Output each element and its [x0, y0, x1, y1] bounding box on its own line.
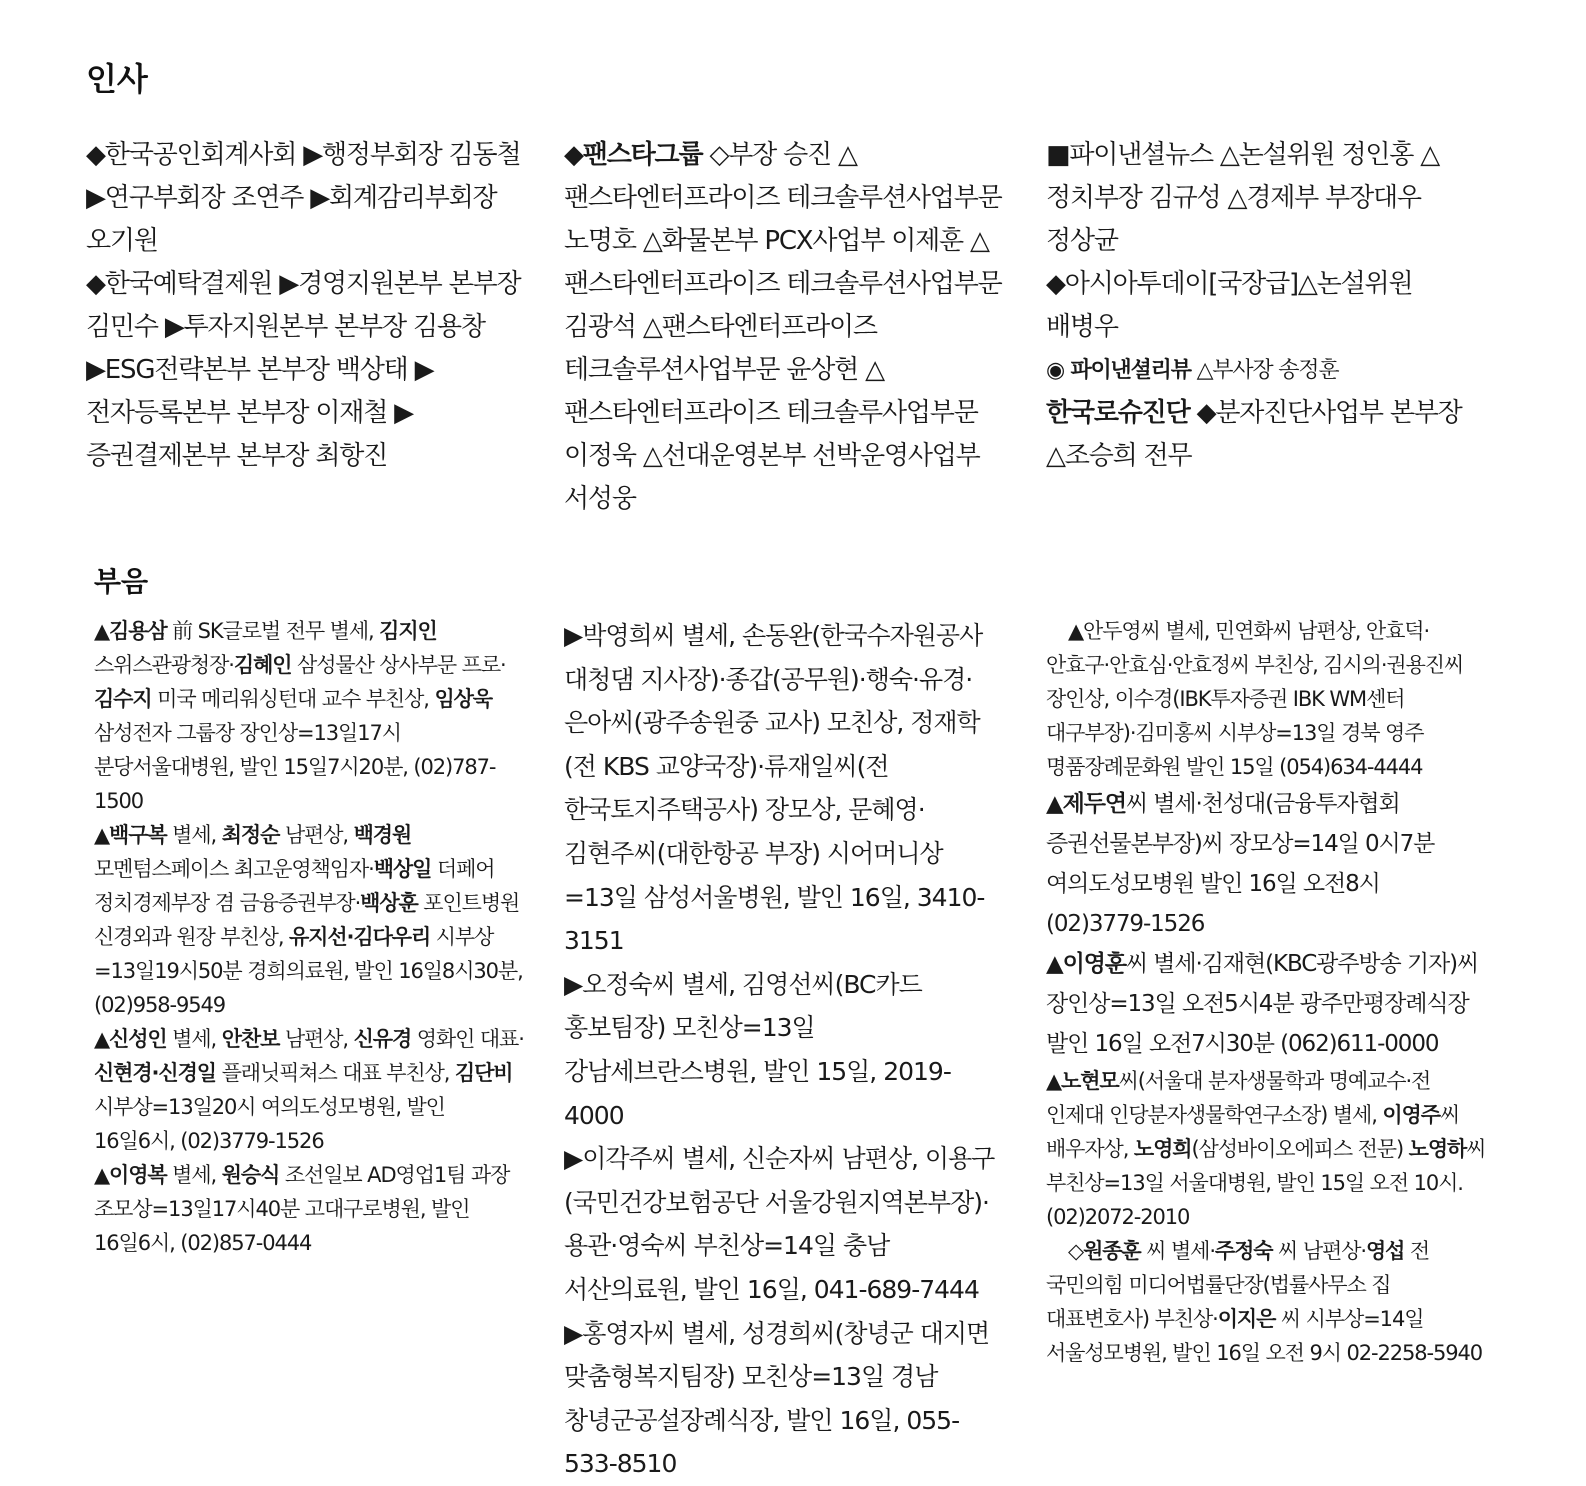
entry-text: 씨 별세·	[1140, 1239, 1215, 1263]
insa-column-2	[564, 134, 1004, 521]
insa-section-title: 인사	[86, 60, 148, 98]
obituary-entry	[94, 1022, 530, 1158]
person-name: 임상욱	[434, 687, 492, 711]
entry-text: 삼성물산 상사부문 프로·	[291, 653, 506, 677]
entry-text: 시부상=13일19시50분 경희의료원, 발인 16일8시30분, (02)958-9549	[94, 925, 523, 1017]
org-name: 한국로슈진단	[1046, 398, 1190, 428]
person-name: 김혜인	[233, 653, 292, 677]
person-name: 이지은	[1217, 1307, 1276, 1331]
entry-text: 모멘텀스페이스 최고운영책임자·	[94, 857, 374, 881]
entry-text: 씨(서울대 분자생물학과 명예교수·전 인제대 인당분자생물학연구소장) 별세,	[1046, 1069, 1431, 1127]
entry-text: 스위스관광청장·	[94, 653, 234, 677]
person-name: 백경원	[353, 823, 412, 847]
obituary-entry	[94, 1158, 530, 1260]
person-name: 노영하	[1408, 1137, 1467, 1161]
entry-text: 씨 배우자상,	[1046, 1103, 1460, 1161]
deceased-name: ▲이영훈	[1046, 951, 1126, 977]
entry-text: △부사장 송정훈	[1190, 358, 1339, 383]
person-name: 김지인	[379, 619, 437, 643]
person-name: 김수지	[94, 687, 152, 711]
entry-text: (삼성바이오에피스 전문)	[1191, 1137, 1409, 1161]
entry-text: 前 SK글로벌 전무 별세,	[166, 619, 380, 643]
bueum-column-3	[1046, 614, 1486, 1370]
org-name: ◆팬스타그룹	[564, 140, 703, 170]
person-name: 안찬보	[221, 1027, 280, 1051]
person-name: 최정순	[221, 823, 280, 847]
insa-entry-roche	[1046, 392, 1486, 478]
obituary-entry: ▶이각주씨 별세, 신순자씨 남편상, 이용구(국민건강보험공단 서울강원지역본부장)·용관·영숙씨 부친상=14일 충남 서산의료원, 발인 16일, 041-689-7444	[564, 1144, 995, 1304]
entry-text: 더페어 정치경제부장 겸 금융증권부장·	[94, 857, 495, 915]
entry-text: 남편상,	[279, 1027, 354, 1051]
entry-text: 씨 시부상=14일 서울성모병원, 발인 16일 오전 9시 02-2258-5940	[1046, 1307, 1483, 1365]
person-name: ▲김용삼	[94, 619, 167, 643]
obituary-entry: ▶박영희씨 별세, 손동완(한국수자원공사 대청댐 지사장)·종갑(공무원)·행숙·유경·은아씨(광주송원중 교사) 모친상, 정재학(전 KBS 교양국장)·류재일씨(전 한국토지주택공사) 장모상, 문혜영·김현주씨(대한항공 부장) 시어머니상=13일 삼성서울병원, 발인 16일, 3410-3151	[564, 621, 985, 956]
entry-text: 씨 별세·김재현(KBC광주방송 기자)씨 장인상=13일 오전5시4분 광주만평장례식장 발인 16일 오전7시30분 (062)611-0000	[1046, 951, 1479, 1057]
person-name: 유지선·김다우리	[288, 925, 431, 949]
entry-text: 영화인 대표·	[411, 1027, 524, 1051]
person-name: 백상훈	[360, 891, 418, 915]
entry-text: 남편상,	[279, 823, 354, 847]
person-name: 이영주	[1382, 1103, 1440, 1127]
obituary-entry: ▶홍영자씨 별세, 성경희씨(창녕군 대지면 맞춤형복지팀장) 모친상=13일 경남 창녕군공설장례식장, 발인 16일, 055-533-8510	[564, 1318, 990, 1479]
entry-text: 별세,	[166, 1027, 222, 1051]
entry-text: ◇부장 승진 △팬스타엔터프라이즈 테크솔루션사업부문 노명호 △화물본부 PCX사업부 이제훈 △팬스타엔터프라이즈 테크솔루션사업부문 김광석 △팬스타엔터프라이즈 테크솔루션사업부문 윤상현 △팬스타엔터프라이즈 테크솔루사업부문 이정욱 △선대운영본부 선박운영사업부 서성웅	[564, 140, 1002, 514]
obituary-entry: ▶오정숙씨 별세, 김영선씨(BC카드 홍보팀장) 모친상=13일 강남세브란스병원, 발인 15일, 2019-4000	[564, 969, 951, 1130]
insa-entry-asiatoday: ◆아시아투데이[국장급]△논설위원 배병우	[1046, 269, 1413, 342]
bueum-section-title: 부음	[94, 565, 149, 598]
entry-text: 씨 별세·천성대(금융투자협회 증권선물본부장)씨 장모상=14일 0시7분 여의도성모병원 발인 16일 오전8시 (02)3779-1526	[1046, 791, 1435, 937]
org-name: ◉ 파이낸셜리뷰	[1046, 358, 1191, 383]
bueum-column-1	[94, 614, 530, 1260]
deceased-name: ▲제두연	[1046, 791, 1126, 817]
entry-text: ◇	[1068, 1239, 1084, 1263]
obituary-entry	[1046, 1064, 1486, 1234]
entry-text: ◆분자진단사업부 본부장 △조승희 전무	[1046, 398, 1462, 471]
obituary-entry: ▲안두영씨 별세, 민연화씨 남편상, 안효덕·안효구·안효심·안효정씨 부친상, 김시의·권용진씨 장인상, 이수경(IBK투자증권 IBK WM센터 대구부장)·김미홍씨 시부상=13일 경북 영주 명품장례문화원 발인 15일 (054)634-4444	[1046, 619, 1464, 779]
entry-text: 삼성전자 그룹장 장인상=13일17시 분당서울대병원, 발인 15일7시20분, (02)787-1500	[94, 721, 496, 813]
insa-entry-panstar	[564, 134, 1004, 521]
obituary-entry	[94, 614, 530, 818]
obituary-entry	[1046, 944, 1486, 1064]
person-name: ▲신성인	[94, 1027, 167, 1051]
person-name: 원승식	[221, 1163, 280, 1187]
entry-text: 전 국민의힘 미디어법률단장(법률사무소 집 대표변호사) 부친상·	[1046, 1239, 1430, 1331]
insa-entry-financial-review	[1046, 349, 1486, 392]
person-name: 영섭	[1365, 1239, 1405, 1263]
entry-text: 포인트병원 신경외과 원장 부친상,	[94, 891, 520, 949]
obituary-entry	[1046, 1234, 1486, 1370]
person-name: 신현경·신경일	[94, 1061, 216, 1085]
person-name: ▲이영복	[94, 1163, 167, 1187]
entry-text: 씨 부친상=13일 서울대병원, 발인 15일 오전 10시. (02)2072-2010	[1046, 1137, 1486, 1229]
person-name: 김단비	[454, 1061, 513, 1085]
insa-column-1	[86, 134, 526, 478]
person-name: 신유경	[353, 1027, 412, 1051]
person-name: 주정숙	[1214, 1239, 1273, 1263]
entry-text: 미국 메리워싱턴대 교수 부친상,	[151, 687, 435, 711]
person-name: ▲백구복	[94, 823, 167, 847]
entry-text: 별세,	[166, 823, 222, 847]
entry-text: 씨 남편상·	[1272, 1239, 1366, 1263]
person-name: 노영희	[1133, 1137, 1192, 1161]
entry-text: 별세,	[166, 1163, 222, 1187]
obituary-entry	[1046, 784, 1486, 944]
bueum-column-2	[564, 614, 1004, 1486]
insa-column-3	[1046, 134, 1486, 478]
person-name: ▲노현모	[1046, 1069, 1119, 1093]
insa-entry-ksd: ◆한국예탁결제원 ▶경영지원본부 본부장 김민수 ▶투자지원본부 본부장 김용창 ▶ESG전략본부 본부장 백상태 ▶전자등록본부 본부장 이재철 ▶증권결제본부 본부장 최항진	[86, 269, 521, 471]
person-name: 백상일	[373, 857, 432, 881]
insa-entry-fnnews: ■파이낸셜뉴스 △논설위원 정인홍 △정치부장 김규성 △경제부 부장대우 정상균	[1046, 140, 1440, 256]
person-name: 원종훈	[1083, 1239, 1141, 1263]
entry-text: 플래닛픽쳐스 대표 부친상,	[216, 1061, 455, 1085]
obituary-entry	[94, 818, 530, 1022]
entry-text: 조선일보 AD영업1팀 과장 조모상=13일17시40분 고대구로병원, 발인 16일6시, (02)857-0444	[94, 1163, 510, 1255]
insa-entry-kicpa: ◆한국공인회계사회 ▶행정부회장 김동철 ▶연구부회장 조연주 ▶회계감리부회장 오기원	[86, 140, 521, 256]
entry-text: 시부상=13일20시 여의도성모병원, 발인 16일6시, (02)3779-1526	[94, 1095, 445, 1153]
